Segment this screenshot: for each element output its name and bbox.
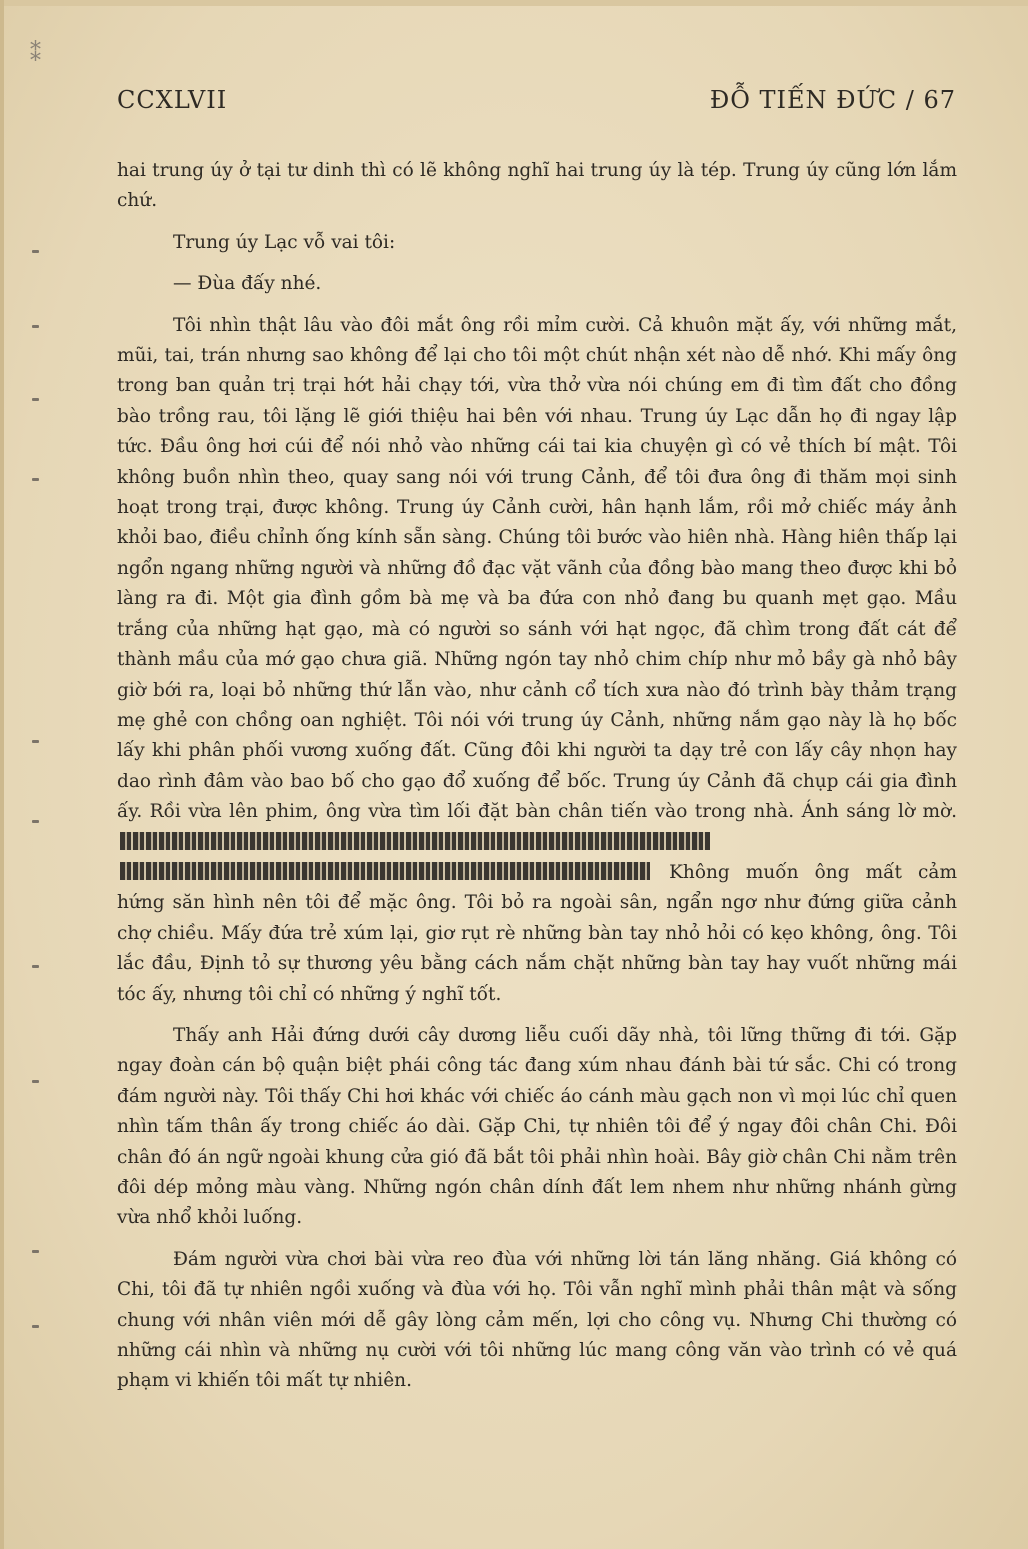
ink-mark: ⁑ (30, 42, 41, 67)
paragraph-text: Tôi nhìn thật lâu vào đôi mắt ông rồi mỉm cười. Cả khuôn mặt ấy, với những mắt, mũi, tai, trán nhưng sao không để lại cho tôi một chút nhận xét nào dễ nhớ. Khi mấy ông trong ban quản trị trại hớt hải chạy tới, vừa thở vừa nói chúng em đi tìm đất cho đồng bào trồng rau, tôi lặng lẽ giới thiệu hai bên với nhau. Trung úy Lạc dẫn họ đi ngay lập tức. Đầu ông hơi cúi để nói nhỏ vào những cái tai kia chuyện gì có vẻ thích bí mật. Tôi không buồn nhìn theo, quay sang nói với trung Cảnh, để tôi đưa ông đi thăm mọi sinh hoạt trong trại, được không. Trung úy Cảnh cười, hân hạnh lắm, rồi mở chiếc máy ảnh khỏi bao, điều chỉnh ống kính sẵn sàng. Chúng tôi bước vào hiên nhà. Hàng hiên thấp lại ngổn ngang những người và những đồ đạc vặt vãnh của đồng bào mang theo được khi bỏ làng ra đi. Một gia đình gồm bà mẹ và ba đứa con nhỏ đang bu quanh mẹt gạo. Mầu trắng của những hạt gạo, mà có người so sánh với hạt ngọc, đã chìm trong đất cát để thành mầu của mớ gạo chưa giã. Những ngón tay nhỏ chim chíp như mỏ bầy gà nhỏ bây giờ bới ra, loại bỏ những thứ lẫn vào, như cảnh cổ tích xưa nào đó trình bày thảm trạng mẹ ghẻ con chồng oan nghiệt. Tôi nói với trung úy Cảnh, những nắm gạo này là họ bốc lấy khi phân phối vương xuống đất. Cũng đôi khi người ta dạy trẻ con lấy cây nhọn hay dao rình đâm vào bao bố cho gạo đổ xuống để bốc. Trung úy Cảnh đã chụp cái gia đình ấy. Rồi vừa lên phim, ông vừa tìm lối đặt bàn chân tiến vào trong nhà. Ánh sáng lờ mờ. (117, 314, 957, 823)
binding-hole (32, 1080, 39, 1083)
paragraph: Thấy anh Hải đứng dưới cây dương liễu cuối dãy nhà, tôi lững thững đi tới. Gặp ngay đoàn cán bộ quận biệt phái công tác đang xúm nhau đánh bài tứ sắc. Chi có trong đám người này. Tôi thấy Chi hơi khác với chiếc áo cánh màu gạch non vì mọi lúc chỉ quen nhìn tấm thân ấy trong chiếc áo dài. Gặp Chi, tự nhiên tôi để ý ngay đôi chân Chi. Đôi chân đó án ngữ ngoài khung cửa gió đã bắt tôi phải nhìn hoài. Bây giờ chân Chi nằm trên đôi dép mỏng màu vàng. Những ngón chân dính đất lem nhem như những nhánh gừng vừa nhổ khỏi luống. (117, 1024, 957, 1229)
paragraph: Đám người vừa chơi bài vừa reo đùa với những lời tán lăng nhăng. Giá không có Chi, tôi đã tự nhiên ngồi xuống và đùa với họ. Tôi vẫn nghĩ mình phải thân mật và sống chung với nhân viên mới dễ gây lòng cảm mến, lợi cho công vụ. Nhưng Chi thường có những cái nhìn và những nụ cười với tôi những lúc mang công văn vào trình có vẻ quá phạm vi khiến tôi mất tự nhiên. (117, 1248, 957, 1392)
page-left-edge (0, 0, 4, 1549)
binding-hole (32, 1250, 39, 1253)
chapter-number: CCXLVII (117, 86, 228, 114)
binding-hole (32, 478, 39, 481)
binding-hole (32, 398, 39, 401)
binding-holes (26, 0, 56, 1549)
binding-hole (32, 740, 39, 743)
binding-hole (32, 1325, 39, 1328)
paragraph-text: Không muốn ông mất cảm hứng săn hình nên tôi để mặc ông. Tôi bỏ ra ngoài sân, ngẩn ngơ như đứng giữa cảnh chợ chiều. Mấy đứa trẻ xúm lại, giơ rụt rè những bàn tay nhỏ hỏi có kẹo không, ông. Tôi lắc đầu, Định tỏ sự thương yêu bằng cách nắm chặt những bàn tay hay vuốt những mái tóc ấy, nhưng tôi chỉ có những ý nghĩ tốt. (117, 861, 957, 1005)
binding-hole (32, 820, 39, 823)
page-top-edge (0, 0, 1028, 6)
body-text (117, 156, 957, 1397)
binding-hole (32, 250, 39, 253)
paragraph (117, 311, 957, 1010)
censored-text-block (120, 862, 650, 880)
author-page-number: ĐỖ TIẾN ĐỨC / 67 (709, 86, 956, 114)
paragraph: hai trung úy ở tại tư dinh thì có lẽ không nghĩ hai trung úy là tép. Trung úy cũng lớn lắm chứ. (117, 160, 957, 212)
binding-hole (32, 965, 39, 968)
censored-text-block (120, 832, 710, 850)
binding-hole (32, 325, 39, 328)
paragraph: Trung úy Lạc vỗ vai tôi: (173, 231, 396, 253)
paragraph: — Đùa đấy nhé. (173, 273, 322, 295)
